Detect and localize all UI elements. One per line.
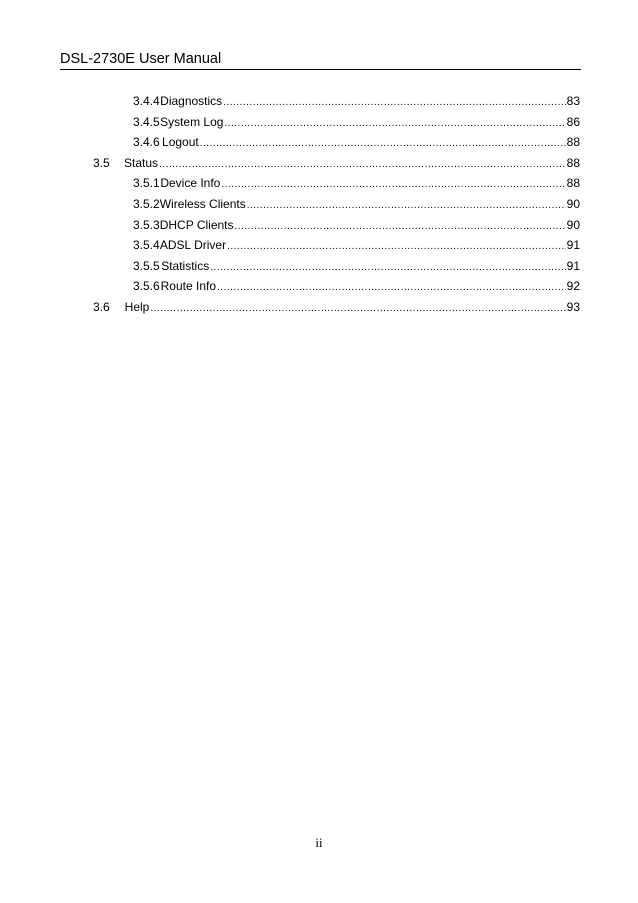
toc-entry[interactable] <box>133 133 580 151</box>
toc-entry[interactable] <box>133 277 580 295</box>
toc-entry-page: 93 <box>566 300 580 314</box>
toc-dot-leader <box>217 279 566 297</box>
toc-entry-page: 90 <box>566 197 580 211</box>
toc-entry-number: 3.5.6 <box>133 279 160 293</box>
toc-entry[interactable] <box>133 216 580 234</box>
toc-entry[interactable] <box>133 113 580 131</box>
toc-entry[interactable] <box>133 195 580 213</box>
toc-dot-leader <box>200 135 566 153</box>
toc-dot-leader <box>247 197 566 215</box>
page-number: ii <box>315 835 323 850</box>
toc-entry-number: 3.4.5 <box>133 115 160 129</box>
toc-entry-title: System Log <box>160 115 224 129</box>
toc-entry-page: 88 <box>566 156 580 170</box>
toc-entry-page: 88 <box>566 176 580 190</box>
toc-dot-leader <box>150 300 565 318</box>
toc-entry-number: 3.5.1 <box>133 176 160 190</box>
toc-dot-leader <box>224 115 565 133</box>
toc-entry-title: ADSL Driver <box>159 238 227 252</box>
toc-entry-page: 91 <box>566 259 580 273</box>
toc-entry-number: 3.5.3 <box>133 218 160 232</box>
toc-entry-page: 91 <box>566 238 580 252</box>
toc-dot-leader <box>227 238 566 256</box>
page-header <box>60 51 581 70</box>
toc-dot-leader <box>210 259 565 277</box>
toc-entry-title: Help <box>124 300 150 314</box>
toc-entry-page: 92 <box>566 279 580 293</box>
manual-title: DSL-2730E User Manual <box>60 51 222 67</box>
toc-entry-number: 3.5.4 <box>133 238 160 252</box>
toc-entry[interactable] <box>133 92 580 110</box>
toc-entry-title: DHCP Clients <box>159 218 234 232</box>
toc-entry-title: Status <box>124 156 159 170</box>
toc-entry-title: Logout <box>162 135 199 149</box>
toc-entry-number: 3.6 <box>93 300 110 314</box>
toc-dot-leader <box>159 156 566 174</box>
toc-entry-number: 3.4.6 <box>133 135 160 149</box>
toc-entry-number: 3.5.5 <box>133 259 160 273</box>
toc-entry-page: 86 <box>566 115 580 129</box>
toc-dot-leader <box>221 176 565 194</box>
toc-entry[interactable] <box>93 298 580 316</box>
toc-entry-number: 3.4.4 <box>133 94 160 108</box>
toc-entry[interactable] <box>133 257 580 275</box>
toc-entry-page: 90 <box>566 218 580 232</box>
toc-entry-number: 3.5.2 <box>133 197 160 211</box>
toc-entry-title: Diagnostics <box>160 94 223 108</box>
toc-dot-leader <box>223 94 565 112</box>
toc-entry[interactable] <box>133 236 580 254</box>
toc-dot-leader <box>235 218 566 236</box>
toc-entry-page: 83 <box>566 94 580 108</box>
toc-entry-title: Wireless Clients <box>159 197 246 211</box>
toc-entry[interactable] <box>93 154 580 172</box>
toc-entry-title: Device Info <box>160 176 221 190</box>
toc-entry-number: 3.5 <box>93 156 110 170</box>
toc-entry-page: 88 <box>566 135 580 149</box>
toc-entry-title: Statistics <box>161 259 210 273</box>
toc-entry-title: Route Info <box>160 279 217 293</box>
toc-entry[interactable] <box>133 174 580 192</box>
